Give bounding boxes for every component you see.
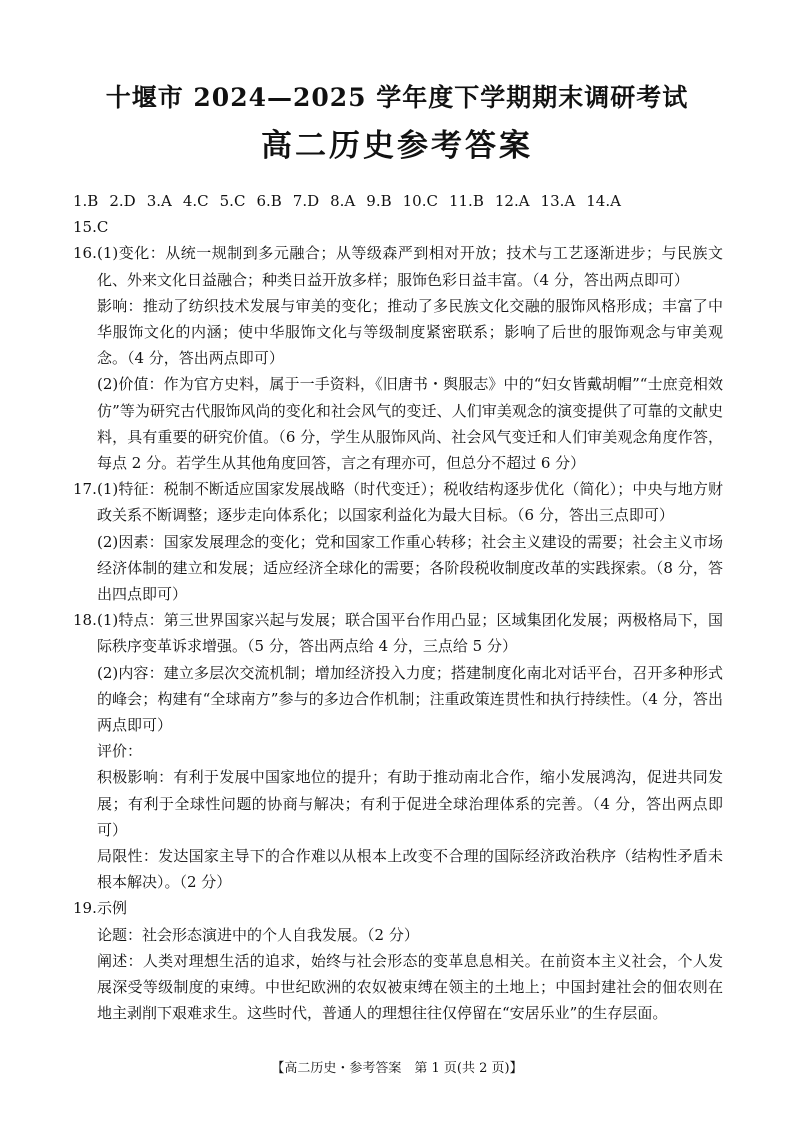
question-16: [73, 240, 723, 476]
choice-answers-row-2: [73, 214, 723, 240]
choice-answer: 7.D: [292, 192, 320, 210]
choice-answer: 14.A: [586, 192, 621, 210]
question-19: [73, 895, 723, 1026]
choice-answer: 3.A: [146, 192, 172, 210]
answer-paragraph: 评价：: [97, 742, 143, 761]
answer-paragraph: 阐述：人类对理想生活的追求，始终与社会形态的变革息息相关。在前资本主义社会，个人发展深受等级制度的束缚。中世纪欧洲的农奴被束缚在领主的土地上；中国封建社会的佃农则在地主剥削下艰难求生。这些时代，普通人的理想往往仅停留在“安居乐业”的生存层面。: [97, 951, 723, 1023]
choice-answer: 15.C: [73, 218, 109, 237]
answer-paragraph: 示例: [97, 899, 128, 918]
answer-paragraph: (2)内容：建立多层次交流机制；增加经济投入力度；搭建制度化南北对话平台，召开多种形式的峰会；构建有“全球南方”参与的多边合作机制；注重政策连贯性和执行持续性。（4 分，答出两点即可）: [97, 663, 723, 735]
question-18: [73, 607, 723, 895]
document-title: 十堰市 2024—2025 学年度下学期期末调研考试: [105, 83, 689, 112]
choice-answer: 11.B: [448, 192, 484, 210]
question-number: 16.: [73, 244, 97, 263]
choice-answer: 10.C: [402, 192, 438, 210]
choice-answer: 4.C: [182, 192, 209, 210]
question-number: 19.: [73, 899, 97, 918]
answer-paragraph: (1)特点：第三世界国家兴起与发展；联合国平台作用凸显；区域集团化发展；两极格局下，国际秩序变革诉求增强。（5 分，答出两点给 4 分，三点给 5 分）: [97, 611, 723, 656]
page-footer: 【高二历史・参考答案 第 1 页(共 2 页)】: [271, 1061, 523, 1076]
question-17: [73, 476, 723, 607]
choice-answer: 1.B: [73, 192, 99, 210]
answer-paragraph: 积极影响：有利于发展中国家地位的提升；有助于推动南北合作，缩小发展鸿沟，促进共同发展；有利于全球性问题的协商与解决；有利于促进全球治理体系的完善。（4 分，答出两点即可）: [97, 768, 723, 839]
answer-paragraph: (1)变化：从统一规制到多元融合；从等级森严到相对开放；技术与工艺逐渐进步；与民族文化、外来文化日益融合；种类日益开放多样；服饰色彩日益丰富。（4 分，答出两点即可）: [97, 244, 723, 289]
answer-paragraph: (2)价值：作为官方史料，属于一手资料，《旧唐书・舆服志》中的“妇女皆戴胡帽”“士庶竞相效仿”等为研究古代服饰风尚的变化和社会风气的变迁、人们审美观念的演变提供了可靠的文献史料，具有重要的研究价值。（6 分，学生从服饰风尚、社会风气变迁和人们审美观念角度作答，每点 2 分。若学生从其他角度回答，言之有理亦可，但总分不超过 6 分）: [97, 375, 723, 473]
choice-answer: 6.B: [256, 192, 282, 210]
document-subtitle: 高二历史参考答案: [261, 128, 533, 164]
choice-answer: 5.C: [219, 192, 246, 210]
choice-answer: 12.A: [494, 192, 530, 210]
answer-paragraph: 影响：推动了纺织技术发展与审美的变化；推动了多民族文化交融的服饰风格形成；丰富了中华服饰文化的内涵；使中华服饰文化与等级制度紧密联系；影响了后世的服饰观念与审美观念。（4 分，答出两点即可）: [97, 296, 723, 368]
choice-answer: 9.B: [366, 192, 392, 210]
choice-answer: 8.A: [330, 192, 356, 210]
answer-paragraph: (1)特征：税制不断适应国家发展战略（时代变迁）；税收结构逐步优化（简化）；中央与地方财政关系不断调整；逐步走向体系化；以国家利益化为最大目标。（6 分，答出三点即可）: [97, 480, 723, 525]
answer-paragraph: (2)因素：国家发展理念的变化；党和国家工作重心转移；社会主义建设的需要；社会主义市场经济体制的建立和发展；适应经济全球化的需要；各阶段税收制度改革的实践探索。（8 分，答出四点即可）: [97, 532, 723, 604]
choice-answers-row-1: [73, 188, 723, 214]
answer-paragraph: 局限性：发达国家主导下的合作难以从根本上改变不合理的国际经济政治秩序（结构性矛盾未根本解决）。（2 分）: [97, 847, 723, 892]
question-number: 17.: [73, 480, 97, 499]
choice-answer: 2.D: [109, 192, 136, 210]
answer-paragraph: 论题：社会形态演进中的个人自我发展。（2 分）: [97, 925, 419, 944]
answer-content: [73, 188, 723, 1027]
choice-answer: 13.A: [540, 192, 576, 210]
question-number: 18.: [73, 611, 97, 630]
